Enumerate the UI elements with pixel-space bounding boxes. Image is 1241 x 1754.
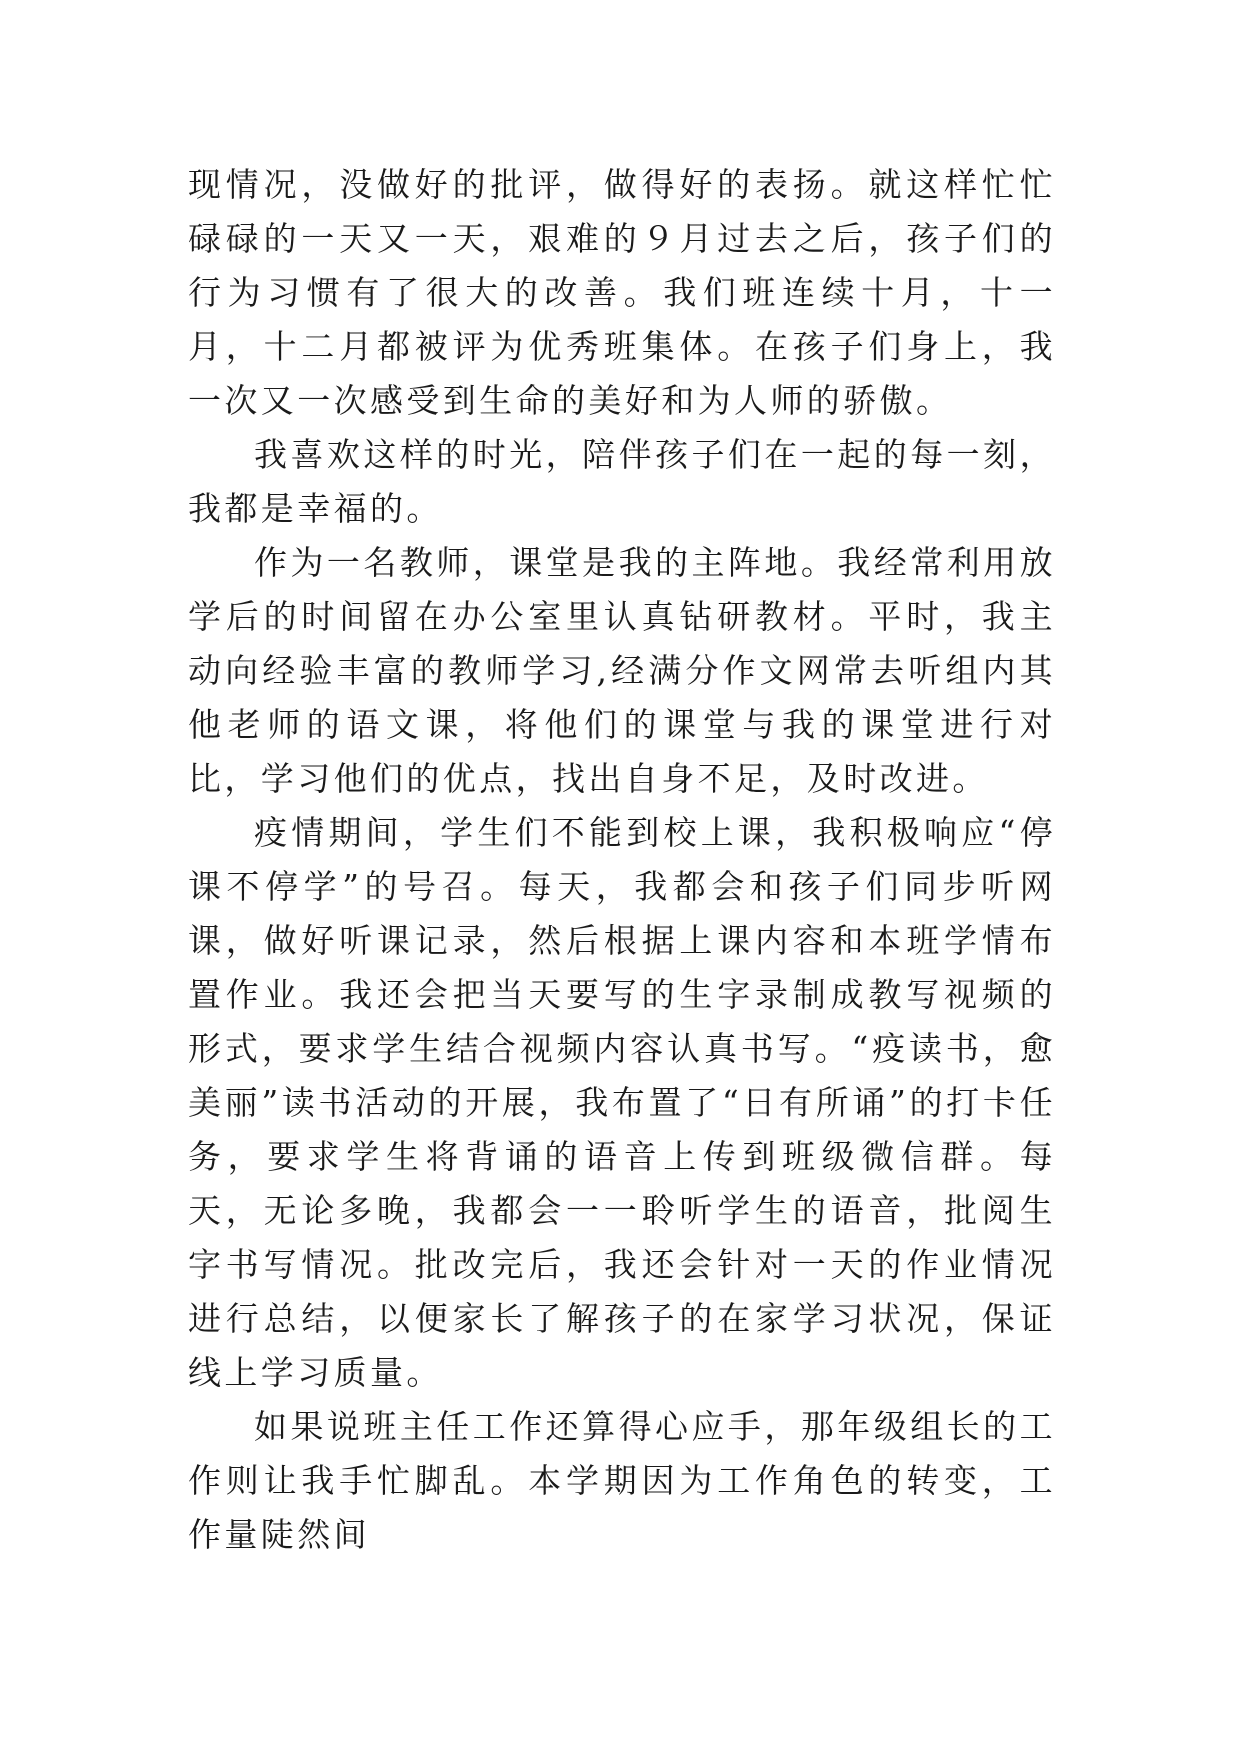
paragraph-5: 如果说班主任工作还算得心应手，那年级组长的工作则让我手忙脚乱。本学期因为工作角色的转变，工作量陡然间 <box>188 1407 1056 1554</box>
paragraph-3: 作为一名教师，课堂是我的主阵地。我经常利用放学后的时间留在办公室里认真钻研教材。平时，我主动向经验丰富的教师学习,经满分作文网常去听组内其他老师的语文课，将他们的课堂与我的课堂进行对比，学习他们的优点，找出自身不足，及时改进。 <box>188 543 1056 798</box>
paragraph-1: 现情况，没做好的批评，做得好的表扬。就这样忙忙碌碌的一天又一天，艰难的９月过去之后，孩子们的行为习惯有了很大的改善。我们班连续十月，十一月，十二月都被评为优秀班集体。在孩子们身上，我一次又一次感受到生命的美好和为人师的骄傲。 <box>188 165 1056 420</box>
document-body <box>188 158 1056 1562</box>
paragraph-4: 疫情期间，学生们不能到校上课，我积极响应“停课不停学”的号召。每天，我都会和孩子们同步听网课，做好听课记录，然后根据上课内容和本班学情布置作业。我还会把当天要写的生字录制成教写视频的形式，要求学生结合视频内容认真书写。“疫读书，愈美丽”读书活动的开展，我布置了“日有所诵”的打卡任务，要求学生将背诵的语音上传到班级微信群。每天，无论多晚，我都会一一聆听学生的语音，批阅生字书写情况。批改完后，我还会针对一天的作业情况进行总结，以便家长了解孩子的在家学习状况，保证线上学习质量。 <box>188 813 1056 1392</box>
paragraph-2: 我喜欢这样的时光，陪伴孩子们在一起的每一刻，我都是幸福的。 <box>188 435 1056 528</box>
